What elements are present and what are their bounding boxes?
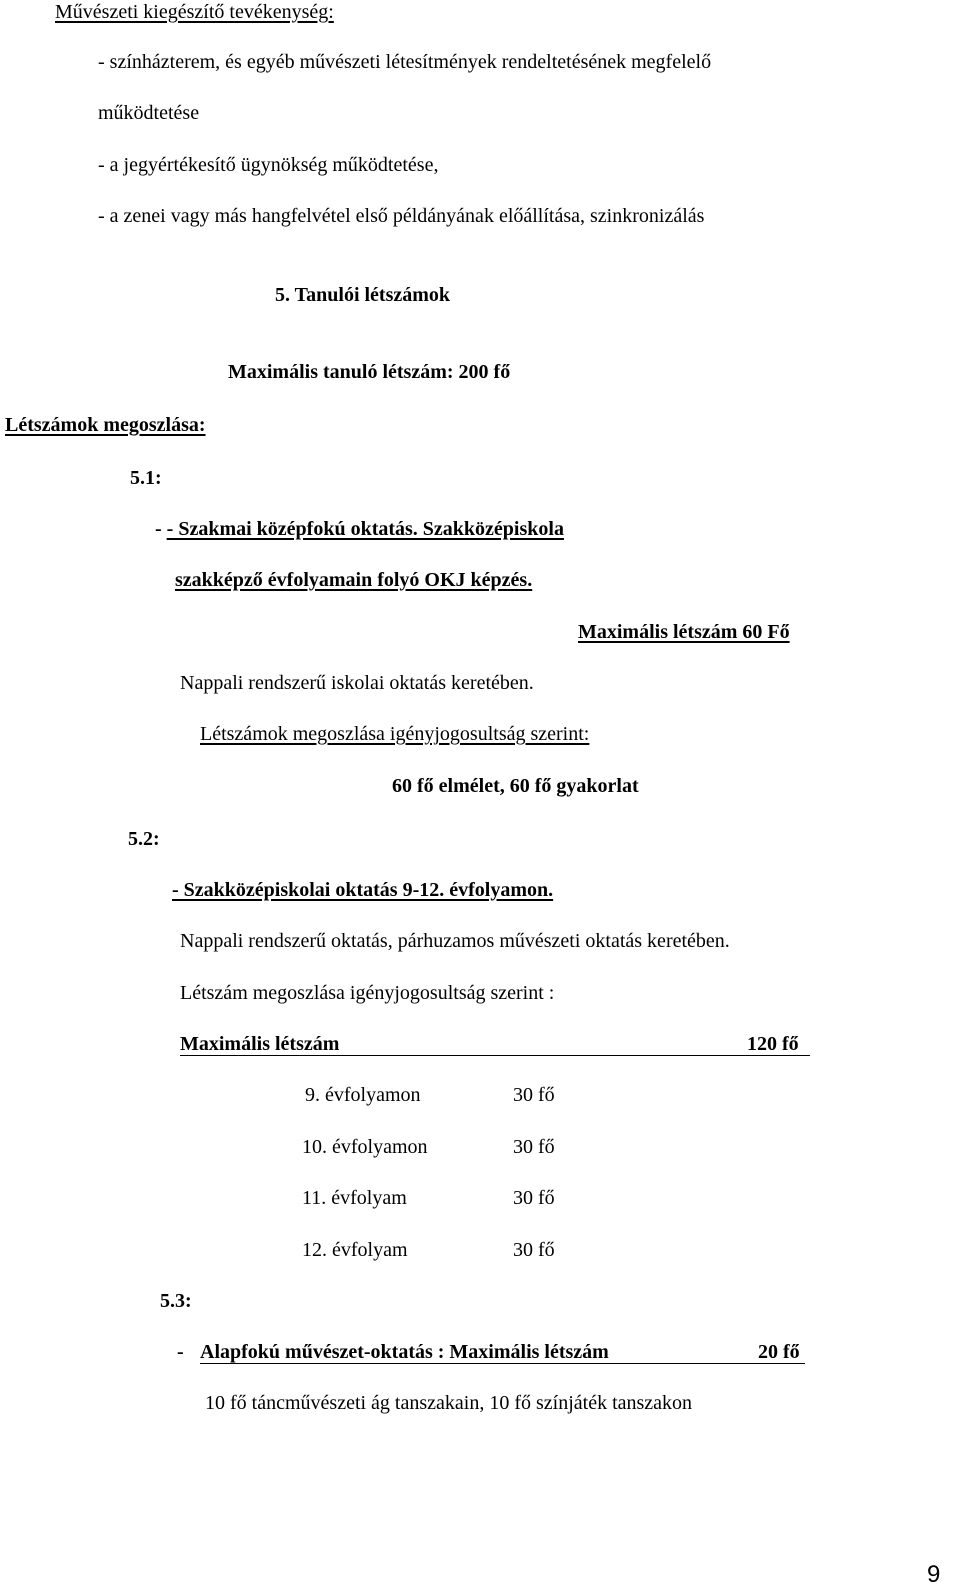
art-item-1-cont: működtetése	[98, 102, 200, 124]
section-5-3-detail: 10 fő táncművészeti ág tanszakain, 10 fő színjáték tanszakon	[205, 1392, 693, 1414]
section-5-2-max-label: Maximális létszám	[180, 1033, 340, 1055]
section-5-2-max-value: 120 fő	[747, 1033, 799, 1055]
grade-count-11: 30 fő	[513, 1187, 555, 1209]
section-5-1-max: Maximális létszám 60 Fő	[578, 621, 790, 643]
section-5-3-label: 5.3:	[160, 1290, 192, 1312]
grade-count-10: 30 fő	[513, 1136, 555, 1158]
section-5-1-label: 5.1:	[130, 467, 162, 489]
section-5-title: 5. Tanulói létszámok	[275, 284, 451, 306]
grade-row-11: 11. évfolyam	[302, 1187, 407, 1209]
section-5-3-dash: -	[177, 1341, 184, 1363]
section-5-1-split: 60 fő elmélet, 60 fő gyakorlat	[392, 775, 639, 797]
section-5-1-mode: Nappali rendszerű iskolai oktatás keretében.	[180, 672, 534, 694]
art-item-1: - színházterem, és egyéb művészeti létesítmények rendeltetésének megfelelő	[98, 51, 712, 73]
section-5-2-mode: Nappali rendszerű oktatás, párhuzamos művészeti oktatás keretében.	[180, 930, 730, 952]
section-5-2-distribution: Létszám megoszlása igényjogosultság szerint :	[180, 982, 555, 1004]
grade-row-12: 12. évfolyam	[302, 1239, 408, 1261]
grade-row-9: 9. évfolyamon	[305, 1084, 421, 1106]
grade-row-10: 10. évfolyamon	[302, 1136, 428, 1158]
art-item-3: - a zenei vagy más hangfelvétel első példányának előállítása, szinkronizálás	[98, 205, 705, 227]
section-5-3-max-value: 20 fő	[758, 1341, 800, 1363]
max-student-count: Maximális tanuló létszám: 200 fő	[228, 361, 511, 383]
basic-art-underline	[200, 1363, 805, 1364]
max-underline	[180, 1055, 810, 1056]
grade-count-9: 30 fő	[513, 1084, 555, 1106]
page-number: 9	[927, 1561, 941, 1588]
section-5-1-line1: - - Szakmai középfokú oktatás. Szakközépiskola	[155, 518, 564, 540]
vocational-text: - Szakmai középfokú oktatás. Szakközépiskola	[166, 518, 564, 540]
distribution-heading: Létszámok megoszlása:	[5, 414, 206, 436]
section-5-1-distribution: Létszámok megoszlása igényjogosultság szerint:	[200, 723, 590, 745]
section-5-2-label: 5.2:	[128, 828, 160, 850]
art-activities-heading: Művészeti kiegészítő tevékenység:	[55, 1, 334, 23]
section-5-3-line1: Alapfokú művészet-oktatás : Maximális létszám	[200, 1341, 609, 1363]
section-5-2-line1: - Szakközépiskolai oktatás 9-12. évfolyamon.	[172, 879, 554, 901]
art-item-2: - a jegyértékesítő ügynökség működtetése,	[98, 154, 439, 176]
section-5-1-line2: szakképző évfolyamain folyó OKJ képzés.	[175, 569, 533, 591]
grade-count-12: 30 fő	[513, 1239, 555, 1261]
